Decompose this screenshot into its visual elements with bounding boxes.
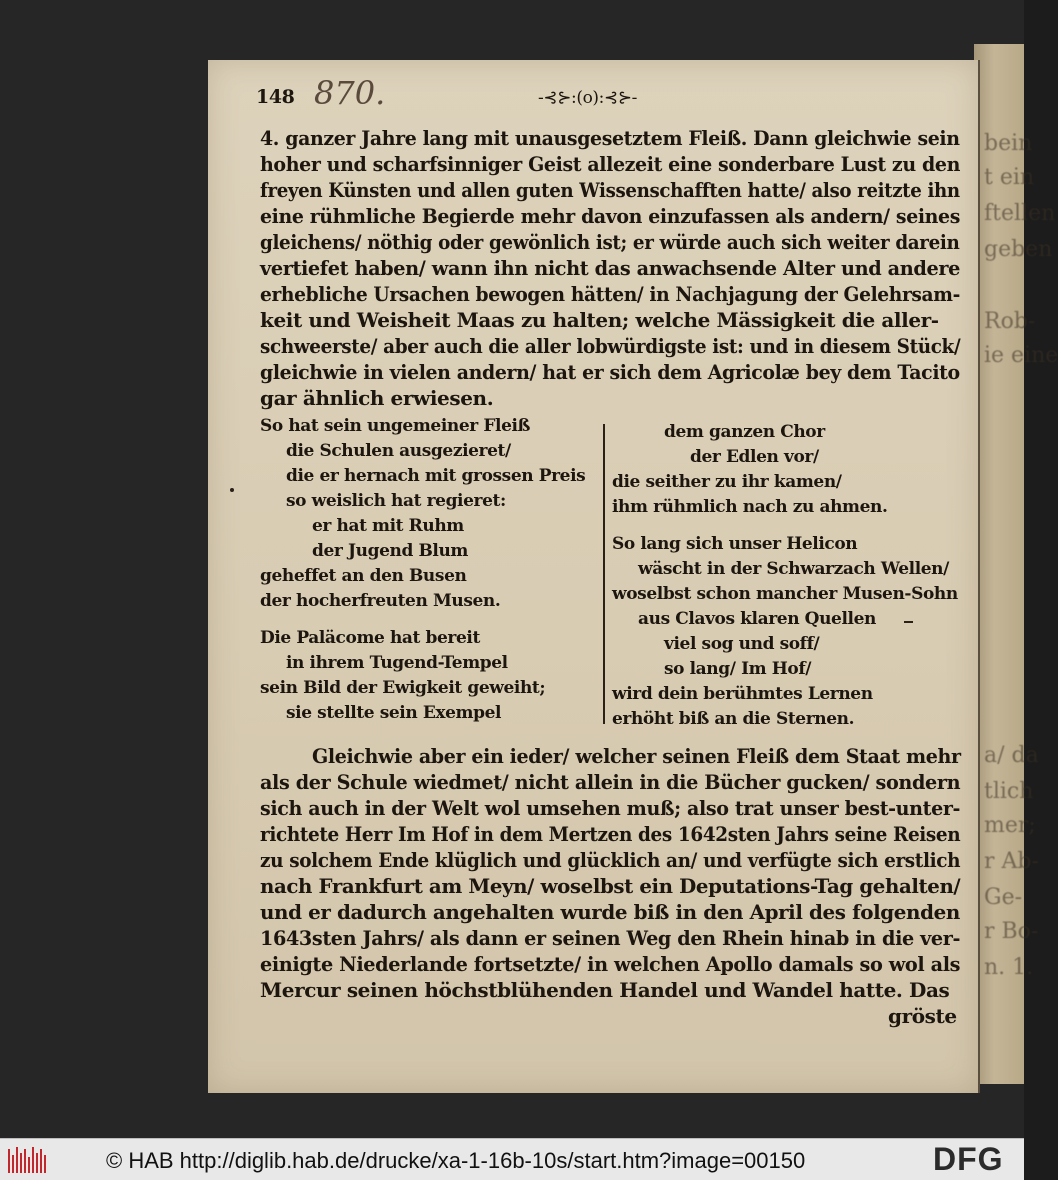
poem-line: dem ganzen Chor bbox=[664, 422, 825, 442]
poem-line: erhöht biß an die Sternen. bbox=[612, 709, 855, 729]
facing-page-fragment: Ge- bbox=[984, 885, 1023, 910]
facing-page-fragment: n. 1. bbox=[984, 955, 1034, 980]
facing-page-fragment: ftellen bbox=[984, 201, 1056, 226]
facing-page-fragment: a/ da bbox=[984, 743, 1039, 768]
text-line: freyen Künsten und allen guten Wissenschafften hatte/ also reitzte ihn bbox=[260, 178, 960, 202]
poem-line: sie stellte sein Exempel bbox=[286, 703, 502, 723]
text-line: als der Schule wiedmet/ nicht allein in die Bücher gucken/ sondern bbox=[260, 770, 961, 794]
poem-line: sein Bild der Ewigkeit geweiht; bbox=[260, 678, 546, 698]
book-page bbox=[208, 60, 978, 1093]
poem-line: geheffet an den Busen bbox=[260, 566, 467, 586]
facing-page-fragment: t ein bbox=[984, 165, 1035, 190]
header-ornament: -⊰⊱:(o):⊰⊱- bbox=[538, 88, 638, 108]
poem-line: So lang sich unser Helicon bbox=[612, 534, 858, 554]
margin-dot bbox=[230, 488, 234, 492]
dfg-logo: DFG bbox=[933, 1141, 1004, 1177]
hab-logo-icon bbox=[6, 1145, 48, 1175]
text-line: richtete Herr Im Hof in dem Mertzen des 1642sten Jahrs seine Reisen bbox=[260, 822, 961, 846]
page-number: 148 bbox=[256, 86, 295, 108]
text-line: 1643sten Jahrs/ als dann er seinen Weg den Rhein hinab in die ver- bbox=[260, 926, 961, 950]
facing-page-fragment: tlich bbox=[984, 779, 1034, 804]
poem-line: ihm rühmlich nach zu ahmen. bbox=[612, 497, 888, 517]
poem-line: so lang/ Im Hof/ bbox=[664, 659, 812, 679]
poem-line: die seither zu ihr kamen/ bbox=[612, 472, 842, 492]
text-line: Mercur seinen höchstblühenden Handel und Wandel hatte. Das bbox=[260, 978, 950, 1002]
text-line: vertiefet haben/ wann ihn nicht das anwachsende Alter und andere bbox=[260, 256, 961, 280]
poem-line: wird dein berühmtes Lernen bbox=[612, 684, 873, 704]
text-line: sich auch in der Welt wol umsehen muß; also trat unser best-unter- bbox=[260, 796, 961, 820]
margin-dash bbox=[904, 621, 913, 623]
facing-page-fragment: geben bbox=[984, 237, 1053, 262]
viewer-footer bbox=[0, 1138, 1024, 1180]
text-line: schweerste/ aber auch die aller lobwürdigste ist: und in diesem Stück/ bbox=[260, 334, 961, 358]
facing-page-fragment: ie eine bbox=[984, 343, 1058, 368]
catchword: gröste bbox=[888, 1004, 957, 1028]
text-line: Gleichwie aber ein ieder/ welcher seinen Fleiß dem Staat mehr bbox=[312, 744, 961, 768]
text-line: erhebliche Ursachen bewogen hätten/ in Nachjagung der Gelehrsam- bbox=[260, 282, 960, 306]
facing-page-fragment: mer; bbox=[984, 813, 1036, 838]
text-line: und er dadurch angehalten wurde biß in den April des folgenden bbox=[260, 900, 960, 924]
poem-line: woselbst schon mancher Musen-Sohn bbox=[612, 584, 958, 604]
poem-line: der hocherfreuten Musen. bbox=[260, 591, 501, 611]
text-line: gar ähnlich erwiesen. bbox=[260, 386, 494, 410]
text-line: keit und Weisheit Maas zu halten; welche Mässigkeit die aller- bbox=[260, 308, 939, 332]
text-line: nach Frankfurt am Meyn/ woselbst ein Deputations-Tag gehalten/ bbox=[260, 874, 961, 898]
poem-line: die Schulen ausgezieret/ bbox=[286, 441, 511, 461]
text-line: gleichens/ nöthig oder gewönlich ist; er würde auch sich weiter darein bbox=[260, 230, 960, 254]
poem-line: Die Paläcome hat bereit bbox=[260, 628, 480, 648]
poem-line: so weislich hat regieret: bbox=[286, 491, 506, 511]
facing-page-edge bbox=[974, 44, 1058, 1084]
poem-line: viel sog und soff/ bbox=[664, 634, 820, 654]
poem-line: wäscht in der Schwarzach Wellen/ bbox=[638, 559, 949, 579]
facing-page-fragment: r Bo- bbox=[984, 919, 1039, 944]
text-line: hoher und scharfsinniger Geist allezeit eine sonderbare Lust zu den bbox=[260, 152, 960, 176]
facing-page-fragment: Rob- bbox=[984, 309, 1036, 334]
text-line: gleichwie in vielen andern/ hat er sich dem Agricolæ bey dem Tacito bbox=[260, 360, 960, 384]
text-line: 4. ganzer Jahre lang mit unausgesetztem Fleiß. Dann gleichwie sein bbox=[260, 126, 960, 150]
text-line: eine rühmliche Begierde mehr davon einzufassen als andern/ seines bbox=[260, 204, 960, 228]
facing-page-fragment: r Ab- bbox=[984, 849, 1039, 874]
poem-line: der Jugend Blum bbox=[312, 541, 469, 561]
poem-line: er hat mit Ruhm bbox=[312, 516, 464, 536]
poem-line: die er hernach mit grossen Preis bbox=[286, 466, 586, 486]
poem-line: So hat sein ungemeiner Fleiß bbox=[260, 416, 531, 436]
handwritten-folio-number: 870. bbox=[314, 74, 386, 112]
poem-line: der Edlen vor/ bbox=[690, 447, 819, 467]
citation-link[interactable]: © HAB http://diglib.hab.de/drucke/xa-1-16b-10s/start.htm?image=00150 bbox=[106, 1148, 806, 1173]
poem-line: aus Clavos klaren Quellen bbox=[638, 609, 876, 629]
facing-page-fragment: bein bbox=[984, 131, 1033, 156]
text-line: zu solchem Ende klüglich und glücklich an/ und verfügte sich erstlich bbox=[260, 848, 961, 872]
poem-column-divider bbox=[603, 424, 605, 724]
text-line: einigte Niederlande fortsetzte/ in welchen Apollo damals so wol als bbox=[260, 952, 961, 976]
poem-line: in ihrem Tugend-Tempel bbox=[286, 653, 508, 673]
